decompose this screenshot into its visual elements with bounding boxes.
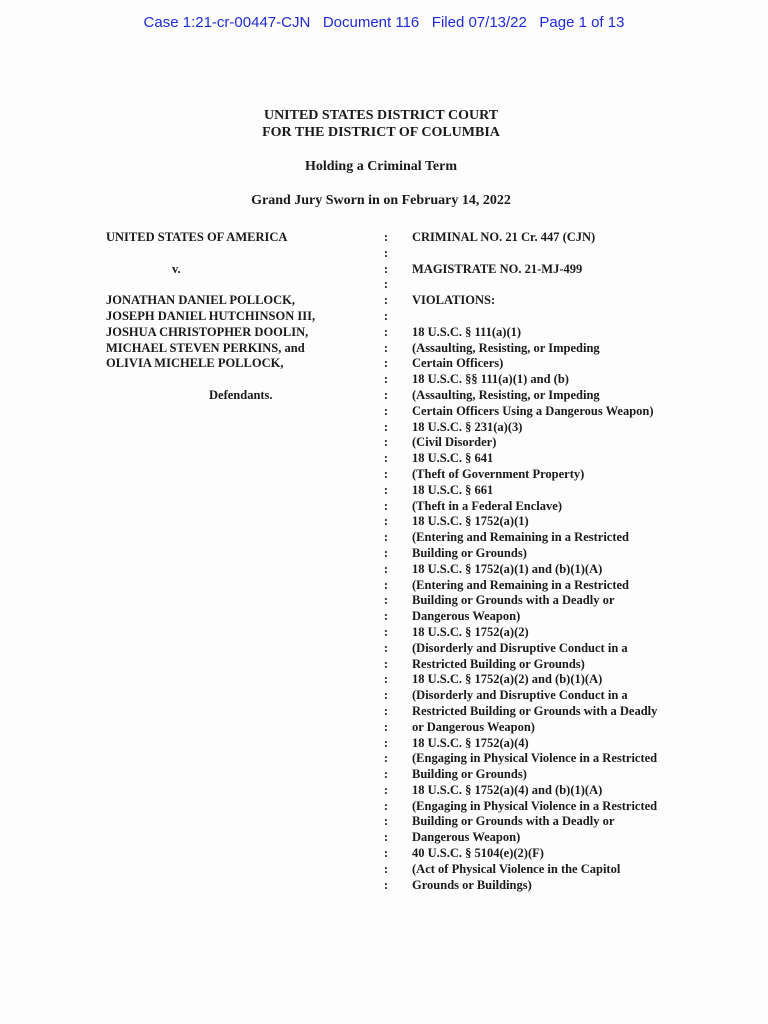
colon-mark: :: [383, 798, 389, 813]
violation-line: 40 U.S.C. § 5104(e)(2)(F): [412, 846, 544, 861]
violation-line: 18 U.S.C. § 111(a)(1): [412, 324, 522, 339]
defendant-name: OLIVIA MICHELE POLLOCK,: [106, 356, 284, 371]
colon-mark: :: [383, 767, 389, 782]
violation-line: Certain Officers Using a Dangerous Weapon): [412, 403, 654, 418]
colon-mark: :: [383, 624, 389, 639]
violation-line: (Assaulting, Resisting, or Impeding: [412, 387, 600, 402]
colon-mark: :: [383, 403, 389, 418]
colon-mark: :: [383, 672, 389, 687]
criminal-term: Holding a Criminal Term: [304, 159, 458, 174]
colon-mark: :: [383, 751, 389, 766]
colon-mark: :: [383, 324, 389, 339]
court-district-line: FOR THE DISTRICT OF COLUMBIA: [262, 125, 500, 140]
colon-mark: :: [383, 688, 389, 703]
colon-mark: :: [383, 372, 389, 387]
colon-mark: :: [383, 277, 389, 292]
violation-line: (Civil Disorder): [412, 435, 497, 450]
colon-mark: :: [383, 656, 389, 671]
page-indicator: Page 1 of 13: [539, 14, 625, 31]
colon-mark: :: [383, 308, 389, 323]
violation-line: 18 U.S.C. § 1752(a)(2): [412, 624, 529, 639]
colon-mark: :: [383, 435, 389, 450]
criminal-number: CRIMINAL NO. 21 Cr. 447 (CJN): [412, 230, 596, 244]
violation-line: Dangerous Weapon): [412, 609, 521, 624]
violation-line: Restricted Building or Grounds): [412, 656, 585, 671]
violation-line: Restricted Building or Grounds with a Deadly: [412, 703, 658, 718]
court-name-line: UNITED STATES DISTRICT COURT: [263, 108, 499, 123]
court-title: [0, 107, 762, 141]
grand-jury-line: Grand Jury Sworn in on February 14, 2022: [251, 193, 511, 208]
violation-line: Grounds or Buildings): [412, 877, 532, 892]
colon-mark: :: [383, 703, 389, 718]
violation-line: Building or Grounds with a Deadly or: [412, 814, 615, 829]
violations-heading: VIOLATIONS:: [412, 293, 496, 308]
colon-mark: :: [383, 482, 389, 497]
violation-line: (Theft in a Federal Enclave): [412, 498, 562, 513]
defendant-name: MICHAEL STEVEN PERKINS, and: [106, 340, 305, 355]
colon-mark: :: [383, 561, 389, 576]
violation-line: (Entering and Remaining in a Restricted: [412, 577, 630, 592]
violation-line: (Disorderly and Disruptive Conduct in a: [412, 688, 628, 703]
colon-mark: :: [383, 498, 389, 513]
colon-mark: :: [383, 466, 389, 481]
document-number: Document 116: [322, 14, 420, 31]
defendant-name: JOSHUA CHRISTOPHER DOOLIN,: [106, 324, 309, 339]
caption-violations: [412, 230, 712, 893]
violations-list: [412, 325, 712, 894]
colon-mark: :: [383, 609, 389, 624]
colon-mark: :: [383, 419, 389, 434]
defendant-name: JONATHAN DANIEL POLLOCK,: [106, 293, 296, 308]
case-number: Case 1:21-cr-00447-CJN: [143, 14, 311, 31]
colon-mark: :: [383, 387, 389, 402]
violation-line: 18 U.S.C. § 231(a)(3): [412, 419, 523, 434]
defendants-label: Defendants.: [209, 387, 273, 402]
violation-line: Dangerous Weapon): [412, 830, 521, 845]
versus: v.: [172, 261, 181, 276]
colon-mark: :: [383, 830, 389, 845]
defendant-name: JOSEPH DANIEL HUTCHINSON III,: [106, 308, 316, 323]
ecf-filing-header: [0, 14, 768, 31]
colon-mark: :: [383, 261, 389, 276]
plaintiff: UNITED STATES OF AMERICA: [106, 230, 288, 244]
violation-line: (Engaging in Physical Violence in a Restricted: [412, 798, 658, 813]
violation-line: 18 U.S.C. § 641: [412, 451, 494, 466]
colon-mark: :: [383, 877, 389, 892]
colon-mark: :: [383, 356, 389, 371]
violation-line: (Disorderly and Disruptive Conduct in a: [412, 640, 628, 655]
colon-mark: :: [383, 846, 389, 861]
violation-line: 18 U.S.C. § 661: [412, 482, 494, 497]
colon-mark: :: [383, 545, 389, 560]
colon-mark: :: [383, 245, 389, 260]
colon-mark: :: [383, 451, 389, 466]
violation-line: 18 U.S.C. § 1752(a)(1): [412, 514, 529, 529]
caption-colon-divider: [380, 230, 392, 893]
violation-line: 18 U.S.C. §§ 111(a)(1) and (b): [412, 372, 569, 387]
violation-line: (Act of Physical Violence in the Capitol: [412, 861, 621, 876]
violation-line: 18 U.S.C. § 1752(a)(4) and (b)(1)(A): [412, 782, 603, 797]
violation-line: Building or Grounds): [412, 545, 527, 560]
violation-line: 18 U.S.C. § 1752(a)(4): [412, 735, 529, 750]
violation-line: 18 U.S.C. § 1752(a)(2) and (b)(1)(A): [412, 672, 603, 687]
caption-parties: [106, 230, 376, 404]
colon-mark: :: [383, 293, 389, 308]
violation-line: (Assaulting, Resisting, or Impeding: [412, 340, 600, 355]
colon-mark: :: [383, 577, 389, 592]
violation-line: (Theft of Government Property): [412, 466, 585, 481]
colon-mark: :: [383, 719, 389, 734]
colon-mark: :: [383, 514, 389, 529]
colon-mark: :: [383, 230, 389, 244]
violation-line: (Entering and Remaining in a Restricted: [412, 530, 630, 545]
colon-mark: :: [383, 782, 389, 797]
violation-line: Certain Officers): [412, 356, 504, 371]
filed-date: Filed 07/13/22: [431, 14, 527, 31]
magistrate-number: MAGISTRATE NO. 21-MJ-499: [412, 261, 583, 276]
colon-mark: :: [383, 640, 389, 655]
violation-line: Building or Grounds): [412, 767, 527, 782]
colon-mark: :: [383, 340, 389, 355]
colon-mark: :: [383, 814, 389, 829]
violation-line: or Dangerous Weapon): [412, 719, 535, 734]
violation-line: Building or Grounds with a Deadly or: [412, 593, 615, 608]
colon-mark: :: [383, 530, 389, 545]
violation-line: (Engaging in Physical Violence in a Restricted: [412, 751, 658, 766]
violation-line: 18 U.S.C. § 1752(a)(1) and (b)(1)(A): [412, 561, 603, 576]
colon-mark: :: [383, 735, 389, 750]
colon-mark: :: [383, 593, 389, 608]
colon-mark: :: [383, 861, 389, 876]
